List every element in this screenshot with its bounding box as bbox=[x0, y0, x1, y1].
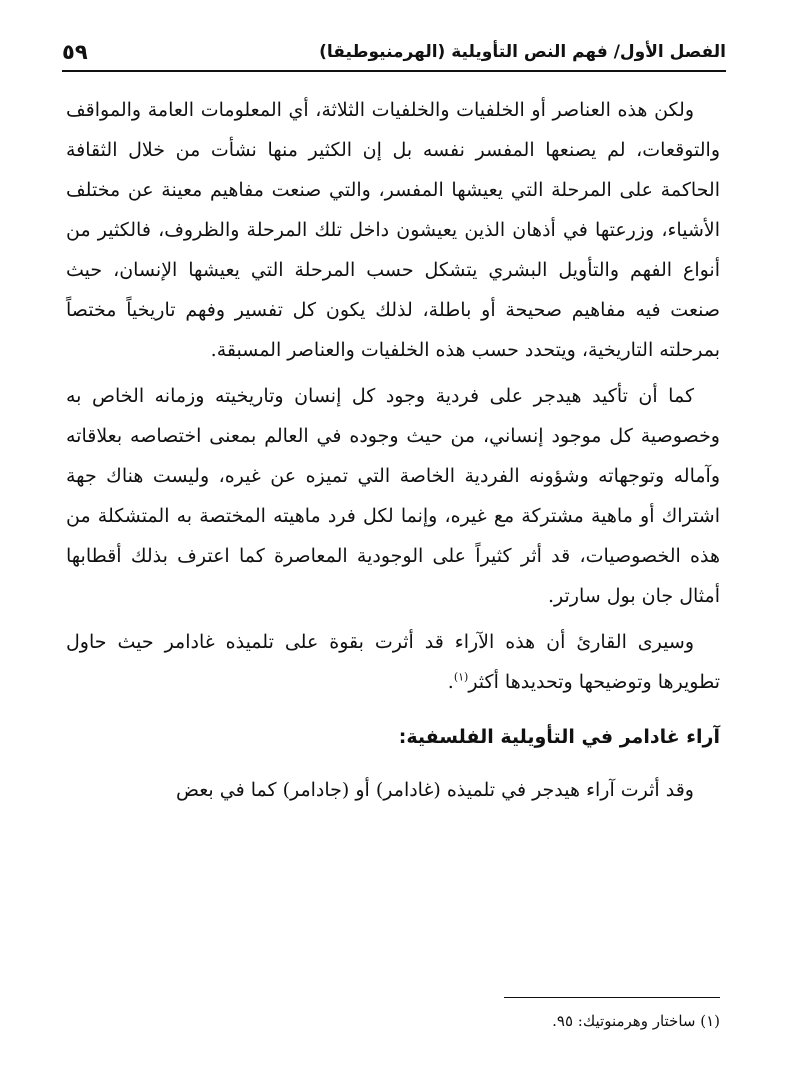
paragraph-3-end: . bbox=[447, 671, 454, 693]
page-number: ٥٩ bbox=[62, 40, 88, 64]
paragraph-3 bbox=[66, 622, 720, 702]
footnote-reference[interactable]: (١) bbox=[453, 670, 469, 684]
paragraph-2: كما أن تأكيد هيدجر على فردية وجود كل إنسان وتاريخيته وزمانه الخاص به وخصوصية كل موجود إنساني، من حيث وجوده في العالم بمعنى اختصاصه بعلاقاته وآماله وتوجهاته وشؤونه الفردية الخاصة التي تميزه عن غيره، وليست هناك جهة اشتراك أو ماهية مشتركة مع غيره، وإنما لكل فرد ماهيته المختصة به المتشكلة من هذه الخصوصيات، قد أثر كثيراً على الوجودية المعاصرة كما اعترف بذلك أقطابها أمثال جان بول سارتر. bbox=[66, 385, 720, 607]
chapter-title: الفصل الأول/ فهم النص التأويلية (الهرمنيوطيقا) bbox=[319, 42, 726, 62]
page-body bbox=[66, 90, 720, 810]
paragraph-3-text: وسيرى القارئ أن هذه الآراء قد أثرت بقوة على تلميذه غادامر حيث حاول تطويرها وتوضيحها وتحديدها أكثر bbox=[66, 631, 720, 693]
paragraph-4: وقد أثرت آراء هيدجر في تلميذه (غادامر) أو (جادامر) كما في بعض bbox=[175, 779, 694, 801]
footnote-rule bbox=[504, 997, 720, 998]
section-heading: آراء غادامر في التأويلية الفلسفية: bbox=[398, 726, 720, 748]
paragraph-1: ولكن هذه العناصر أو الخلفيات والخلفيات الثلاثة، أي المعلومات العامة والمواقف والتوقعات، لم يصنعها المفسر نفسه بل إن الكثير منها نشأت من خلال الثقافة الحاكمة على المرحلة التي يعيشها المفسر، والتي صنعت مفاهيم معينة عن مختلف الأشياء، وزرعتها في أذهان الذين يعيشون داخل تلك المرحلة والظروف، فالكثير من أنواع الفهم والتأويل البشري يتشكل حسب المرحلة التي يعيشها الإنسان، حيث صنعت فيه مفاهيم صحيحة أو باطلة، لذلك يكون كل تفسير وفهم تاريخياً مختصاً بمرحلته التاريخية، ويتحدد حسب هذه الخلفيات والعناصر المسبقة. bbox=[66, 99, 720, 361]
footnote: (١) ساختار وهرمنوتيك: ٩٥. bbox=[552, 1012, 720, 1030]
running-header bbox=[62, 34, 726, 70]
header-rule bbox=[62, 70, 726, 72]
